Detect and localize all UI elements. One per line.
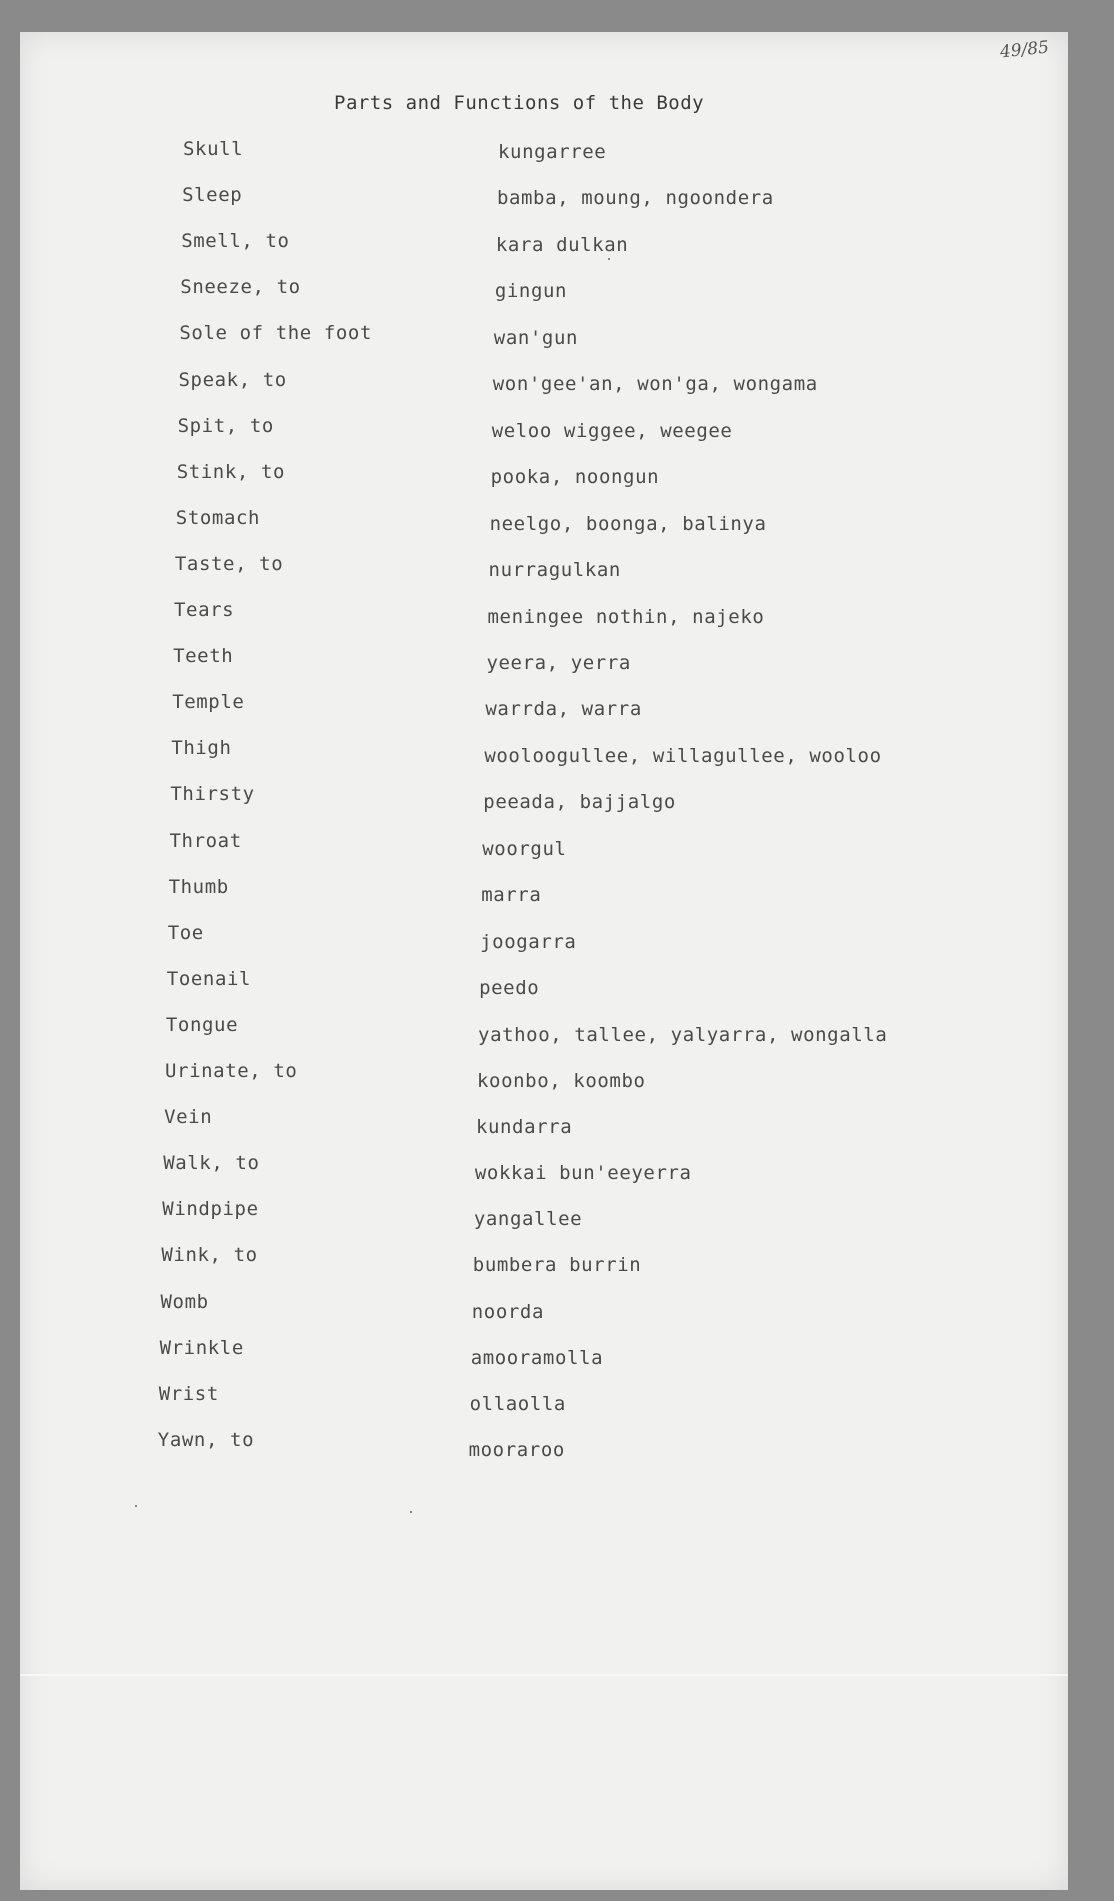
term: Taste, to (174, 552, 284, 575)
translation: noorda (471, 1300, 544, 1323)
translation: woorgul (482, 837, 567, 860)
list-item (163, 1152, 1114, 1185)
term: Smell, to (181, 230, 290, 253)
term: Yawn, to (157, 1428, 255, 1451)
translation: nurragulkan (488, 559, 621, 582)
term: Thirsty (170, 783, 255, 806)
list-item (177, 461, 1114, 487)
translation: peedo (479, 977, 540, 1000)
term: Sole of the foot (179, 322, 373, 345)
document-page (20, 32, 1068, 1890)
translation: bumbera burrin (472, 1254, 642, 1277)
translation: joogarra (480, 930, 577, 953)
list-item (183, 138, 1114, 164)
paper-speck (135, 1505, 137, 1507)
term: Wink, to (161, 1244, 258, 1267)
term: Wrist (158, 1382, 219, 1405)
list-item (164, 1106, 1114, 1139)
term: Stink, to (176, 460, 286, 483)
list-item (180, 276, 1114, 302)
translation: pooka, noongun (490, 466, 660, 489)
term: Stomach (175, 506, 261, 529)
translation: marra (481, 884, 542, 907)
term: Teeth (173, 645, 234, 668)
list-item (158, 1382, 1114, 1415)
list-item (179, 369, 1114, 395)
list-item (181, 230, 1114, 256)
translation: weloo wiggee, weegee (491, 419, 733, 442)
list-item (182, 184, 1114, 210)
list-item (178, 415, 1114, 441)
translation: amooramolla (470, 1346, 604, 1369)
list-item (174, 599, 1114, 628)
translation: peeada, bajjalgo (483, 791, 676, 814)
page-number: 49/85 (999, 37, 1050, 63)
list-item (176, 507, 1114, 533)
list-item (161, 1244, 1114, 1277)
term: Thumb (168, 875, 229, 898)
list-item (179, 322, 1114, 348)
term: Windpipe (162, 1198, 259, 1221)
term: Sleep (182, 184, 243, 207)
translation: wokkai bun'eeyerra (474, 1162, 692, 1185)
list-item (170, 783, 1114, 814)
page-title: Parts and Functions of the Body (334, 92, 705, 114)
list-item (159, 1336, 1114, 1369)
translation: yathoo, tallee, yalyarra, wongalla (478, 1023, 888, 1046)
translation: koonbo, koombo (477, 1070, 646, 1092)
term: Vein (164, 1106, 213, 1129)
term: Speak, to (178, 368, 287, 391)
list-item (174, 552, 1114, 582)
term: Temple (172, 691, 245, 714)
list-item (173, 645, 1114, 674)
term: Walk, to (163, 1152, 260, 1175)
translation: meningee nothin, najeko (487, 605, 765, 628)
term: Womb (160, 1290, 209, 1313)
translation: kungarree (498, 141, 607, 163)
term: Tongue (165, 1013, 239, 1036)
list-item (165, 1013, 1114, 1046)
list-item (157, 1428, 1114, 1461)
list-item (169, 829, 1114, 860)
translation: gingun (494, 280, 568, 303)
translation: won'gee'an, won'ga, wongama (492, 373, 818, 396)
list-item (167, 921, 1114, 953)
translation: yangallee (473, 1208, 583, 1231)
translation: yeera, yerra (486, 651, 631, 674)
translation: wan'gun (493, 326, 579, 349)
term: Sneeze, to (180, 276, 301, 299)
term: Wrinkle (159, 1336, 244, 1359)
translation: bamba, moung, ngoondera (496, 187, 774, 210)
term: Urinate, to (165, 1060, 298, 1082)
list-item (166, 967, 1114, 1000)
term: Toenail (166, 967, 252, 990)
term: Tears (174, 599, 235, 621)
term: Spit, to (177, 414, 274, 437)
translation: kara dulkan (495, 233, 629, 256)
list-item (165, 1060, 1114, 1092)
list-item (171, 737, 1114, 767)
list-item (168, 875, 1114, 907)
term: Toe (167, 921, 204, 944)
list-item (162, 1198, 1114, 1231)
paper-speck (608, 258, 610, 260)
translation: kundarra (475, 1116, 573, 1139)
list-item (160, 1290, 1114, 1323)
paper-speck (410, 1511, 412, 1513)
term: Throat (169, 829, 242, 852)
term: Thigh (171, 737, 232, 760)
list-item (172, 691, 1114, 721)
translation: ollaolla (469, 1392, 566, 1415)
translation: warrda, warra (485, 698, 642, 721)
translation: neelgo, boonga, balinya (489, 512, 767, 535)
translation: wooloogullee, willagullee, wooloo (484, 744, 882, 767)
translation: mooraroo (468, 1438, 565, 1461)
term: Skull (183, 138, 244, 160)
